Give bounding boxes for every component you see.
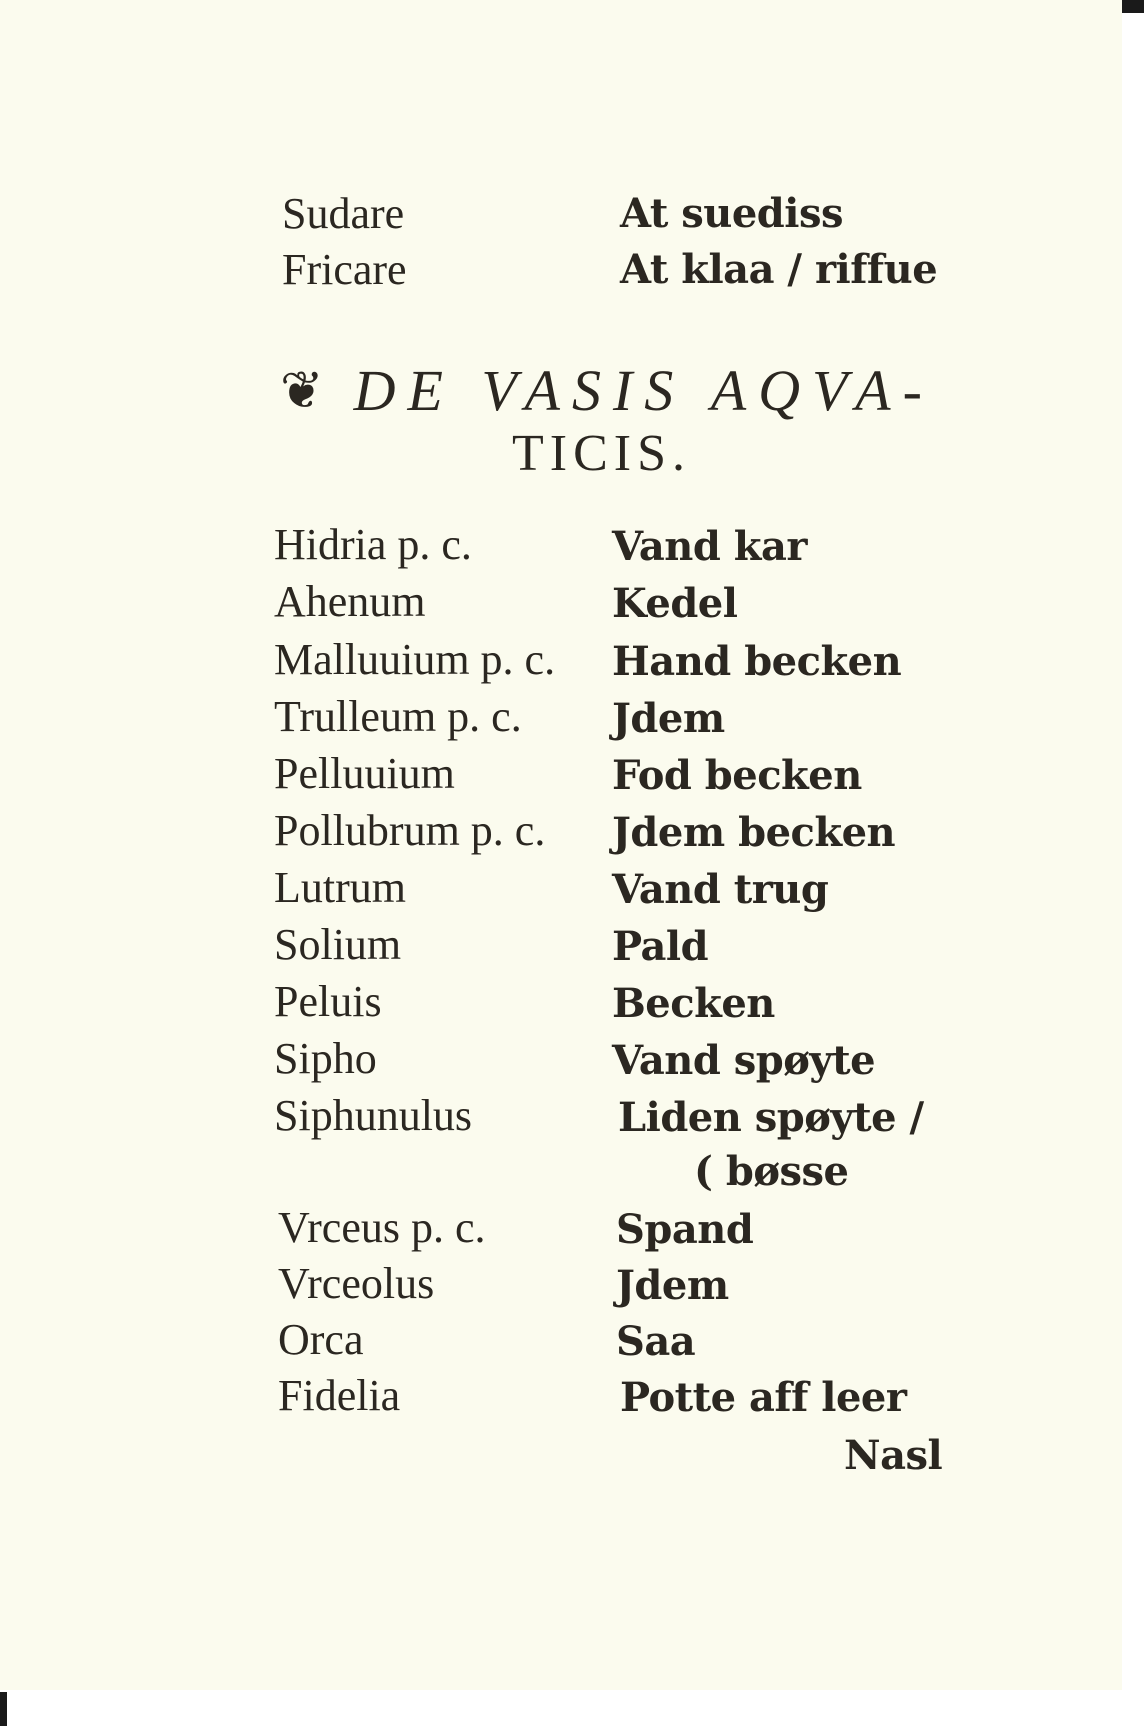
latin-term: Ahenum	[274, 577, 426, 626]
section-heading-line-2: TICIS.	[512, 425, 691, 482]
latin-term: Solium	[274, 920, 402, 969]
latin-term: Malluuium p. c.	[274, 635, 556, 684]
section-heading-line-1: ❦ DE VASIS AQVA-	[280, 358, 934, 423]
latin-term: Lutrum	[274, 863, 406, 912]
vernacular-term: Vand kar	[612, 523, 807, 570]
scan-edge-mark	[1122, 0, 1144, 13]
latin-term: Sipho	[274, 1034, 377, 1083]
latin-term: Peluis	[274, 977, 382, 1026]
latin-term: Trulleum p. c.	[274, 692, 522, 741]
vernacular-term: Spand	[616, 1206, 754, 1253]
latin-term: Fidelia	[278, 1371, 401, 1420]
vernacular-term: Fod becken	[612, 752, 862, 799]
vernacular-term: Jdem	[612, 695, 725, 742]
latin-term: Vrceus p. c.	[278, 1203, 486, 1252]
fleuron-icon: ❦	[280, 363, 336, 420]
vernacular-term: Becken	[612, 980, 775, 1027]
latin-term: Pelluuium	[274, 749, 455, 798]
latin-term: Hidria p. c.	[274, 520, 472, 569]
vernacular-continuation: ( bøsse	[694, 1148, 849, 1195]
vernacular-term: Liden spøyte /	[618, 1094, 924, 1141]
vernacular-term: Pald	[612, 923, 709, 970]
vernacular-term: Vand trug	[612, 866, 829, 913]
vernacular-term: Kedel	[612, 580, 738, 627]
latin-term: Vrceolus	[278, 1259, 435, 1308]
vernacular-term: At klaa / riffue	[620, 246, 938, 293]
scan-edge-mark	[0, 1692, 7, 1726]
latin-term: Siphunulus	[274, 1091, 473, 1140]
vernacular-term: Potte aff leer	[620, 1374, 907, 1421]
vernacular-term: At suediss	[620, 190, 843, 237]
vernacular-term: Vand spøyte	[612, 1037, 876, 1084]
latin-term: Orca	[278, 1315, 364, 1364]
vernacular-term: Saa	[616, 1318, 696, 1365]
latin-term: Sudare	[282, 189, 405, 238]
catchword: Nasl	[844, 1432, 943, 1479]
latin-term: Pollubrum p. c.	[274, 806, 546, 855]
vernacular-term: Jdem	[616, 1262, 729, 1309]
vernacular-term: Jdem becken	[612, 809, 896, 856]
vernacular-term: Hand becken	[612, 638, 902, 685]
latin-term: Fricare	[282, 245, 407, 294]
